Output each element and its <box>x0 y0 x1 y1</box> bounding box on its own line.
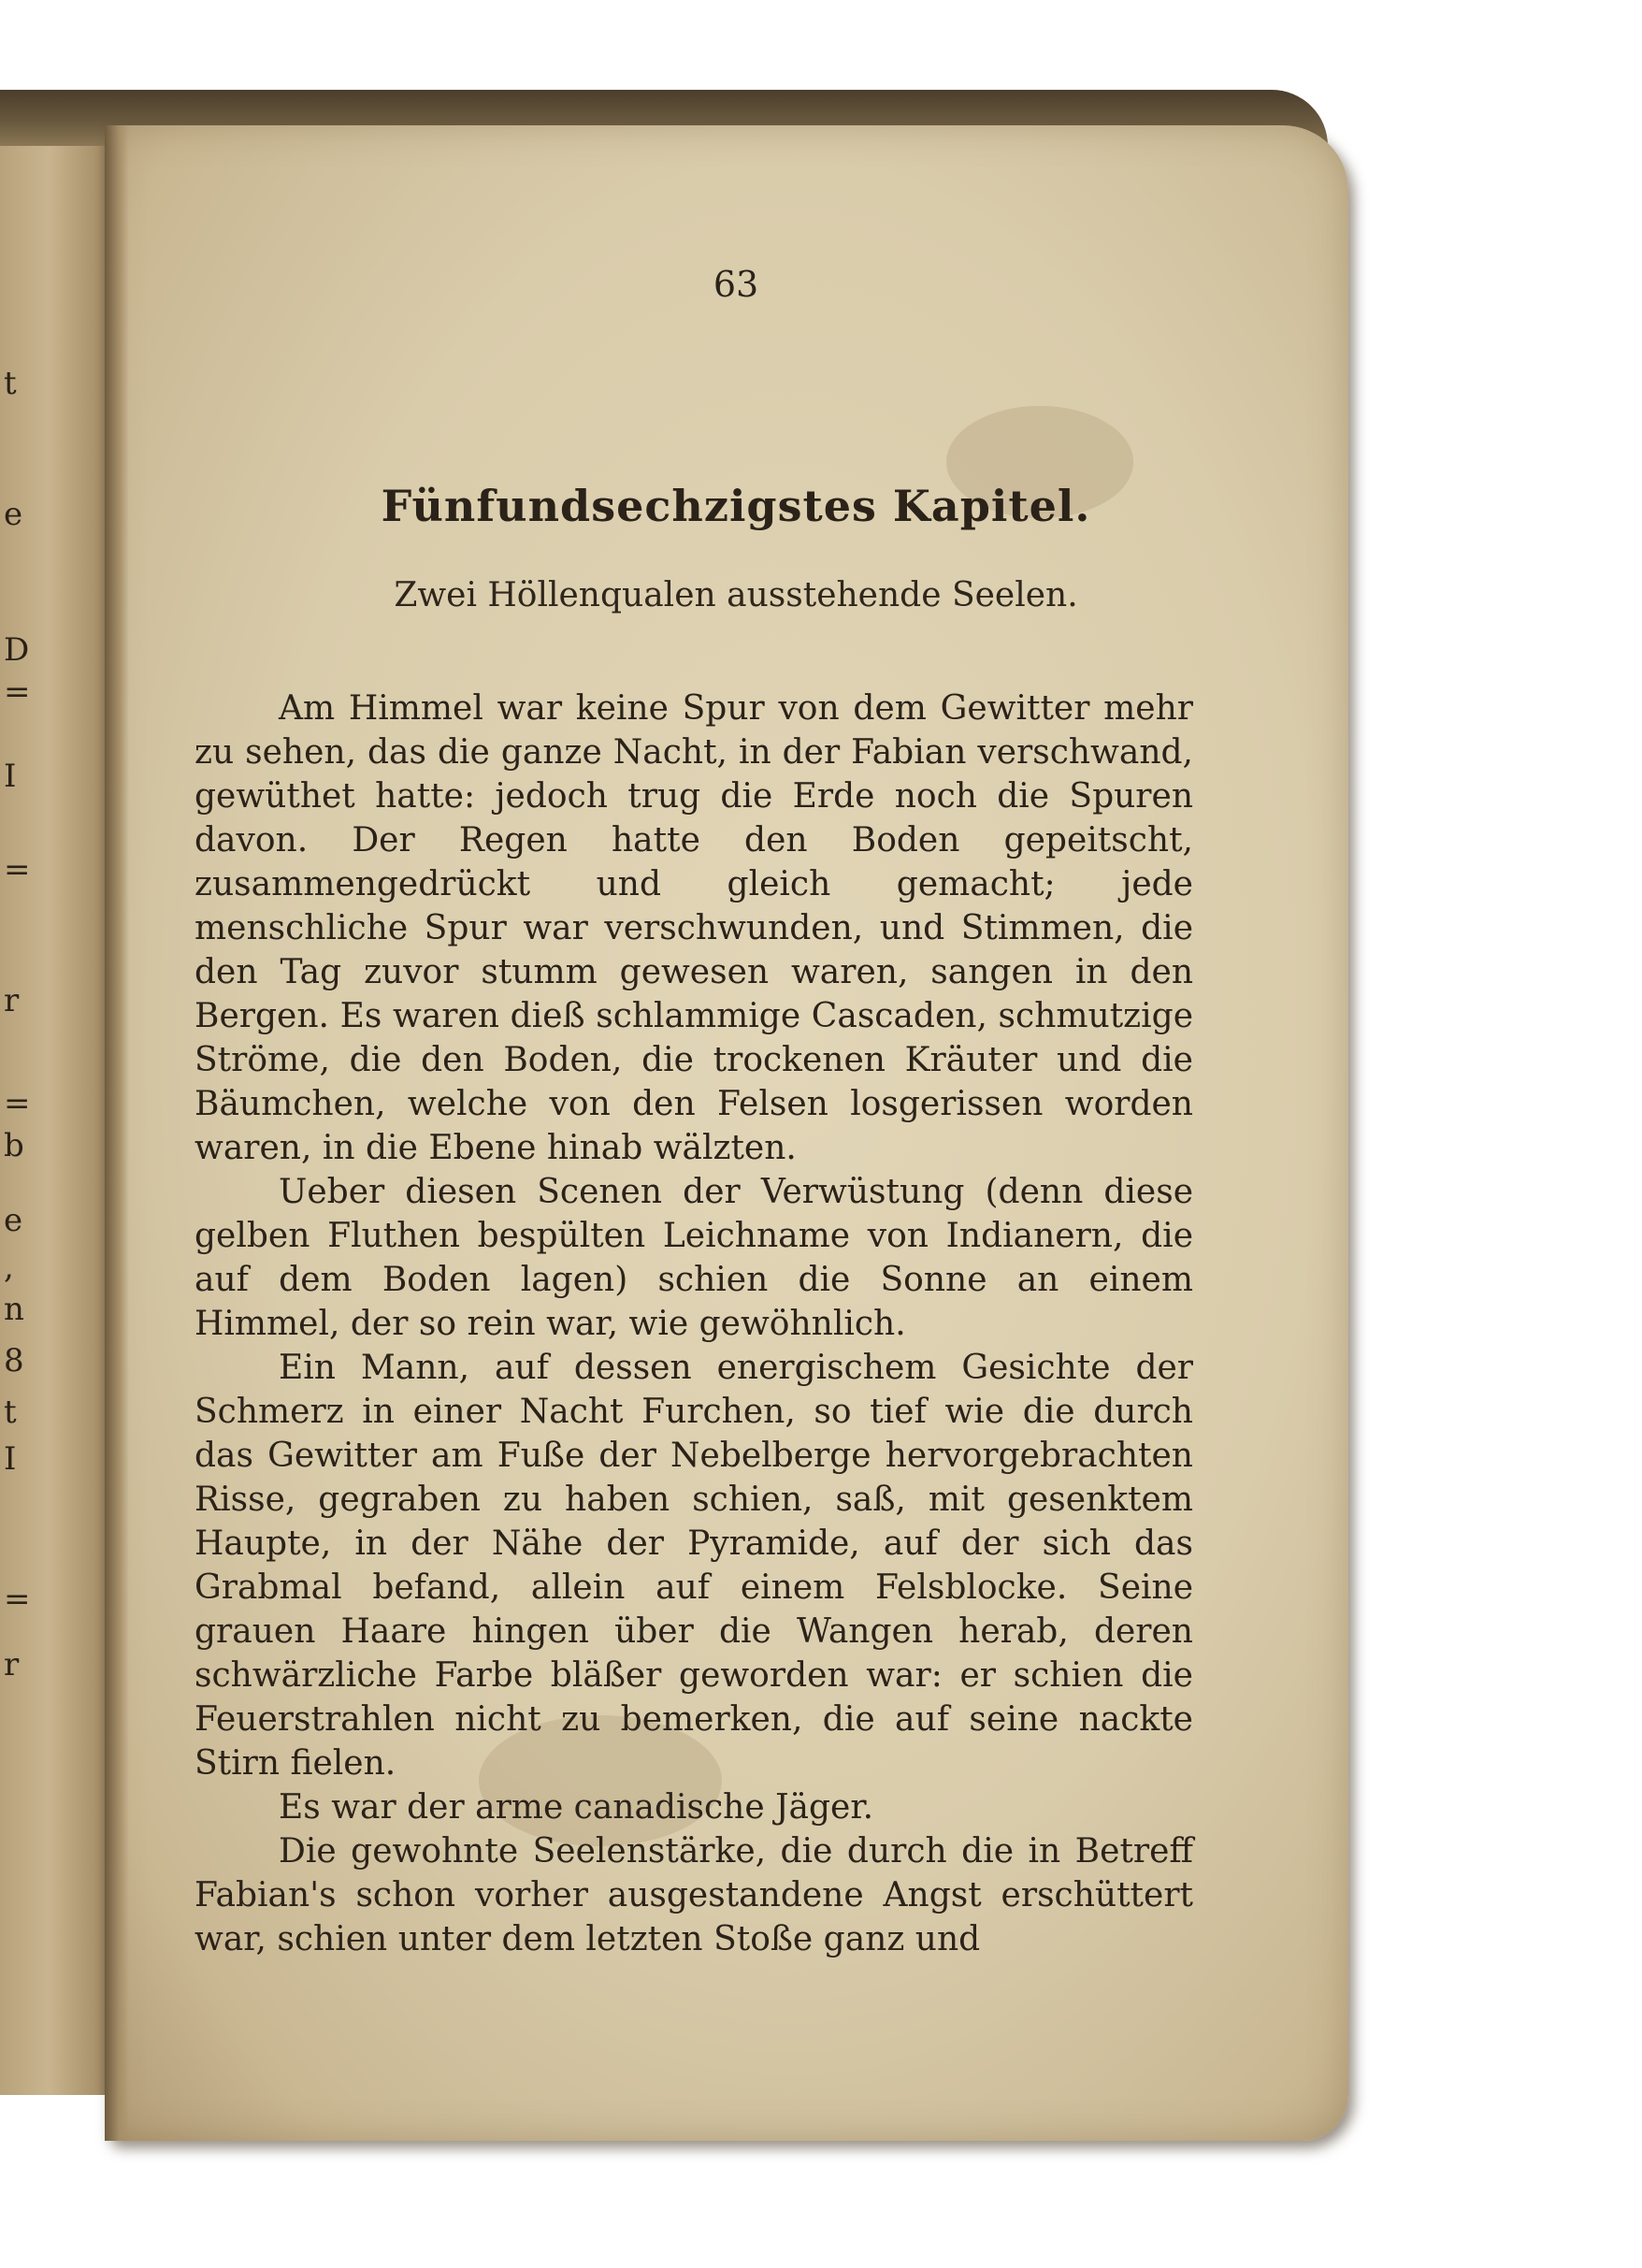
chapter-subtitle: Zwei Höllenqualen ausstehende Seelen. <box>394 576 1078 614</box>
book-page <box>105 125 1348 2141</box>
paragraph: Es war der arme canadische Jäger. <box>279 1788 874 1827</box>
edge-letter: r <box>4 982 20 1019</box>
page-gutter <box>105 125 129 2141</box>
edge-letter: , <box>4 1249 14 1286</box>
edge-letter: = <box>4 851 31 888</box>
edge-letter: I <box>4 1440 17 1478</box>
edge-letter: e <box>4 1202 23 1239</box>
edge-letter: n <box>4 1291 24 1328</box>
edge-letter: b <box>4 1127 24 1164</box>
edge-letter: = <box>4 1085 31 1122</box>
left-page-edge <box>0 112 122 2095</box>
paragraph: Am Himmel war keine Spur von dem Gewitter mehr zu sehen, das die ganze Nacht, in der Fabian verschwand, gewüthet hatte: jedoch trug die Erde noch die Spuren davon. Der Regen hatte den Boden gepeitscht, zusammengedrückt und gleich gemacht; jede menschliche Spur war verschwunden, und Stimmen, die den Tag zuvor stumm gewesen waren, sangen in den Bergen. Es waren dieß schlammige Cascaden, schmutzige Ströme, die den Boden, die trockenen Kräuter und die Bäumchen, welche von den Felsen losgerissen worden waren, in die Ebene hinab wälzten. <box>194 689 1193 1167</box>
body-text <box>194 686 1193 1961</box>
edge-letter: t <box>4 1394 17 1431</box>
edge-letter: D <box>4 631 30 669</box>
paragraph: Ueber diesen Scenen der Verwüstung (denn diese gelben Fluthen bespülten Leichname von Indianern, die auf dem Boden lagen) schien die Sonne an einem Himmel, der so rein war, wie gewöhnlich. <box>194 1173 1193 1343</box>
edge-letter: e <box>4 496 23 533</box>
edge-letter: t <box>4 365 17 402</box>
edge-letter: I <box>4 758 17 795</box>
page-number: 63 <box>713 264 759 305</box>
paragraph: Ein Mann, auf dessen energischem Gesichte der Schmerz in einer Nacht Furchen, so tief wie die durch das Gewitter am Fuße der Nebelberge hervorgebrachten Risse, gegraben zu haben schien, saß, mit gesenktem Haupte, in der Nähe der Pyramide, auf der sich das Grabmal befand, allein auf einem Felsblocke. Seine grauen Haare hingen über die Wangen herab, deren schwärzliche Farbe bläßer geworden war: er schien die Feuerstrahlen nicht zu bemerken, die auf seine nackte Stirn fielen. <box>194 1349 1193 1783</box>
paragraph: Die gewohnte Seelenstärke, die durch die in Betreff Fabian's schon vorher ausgestandene Angst erschüttert war, schien unter dem letzten Stoße ganz und <box>194 1832 1193 1958</box>
edge-letter: r <box>4 1646 20 1683</box>
edge-letter: 8 <box>4 1342 24 1380</box>
edge-letter: = <box>4 1581 31 1618</box>
edge-letter: = <box>4 673 31 711</box>
chapter-title: Fünfundsechzigstes Kapitel. <box>381 481 1091 531</box>
